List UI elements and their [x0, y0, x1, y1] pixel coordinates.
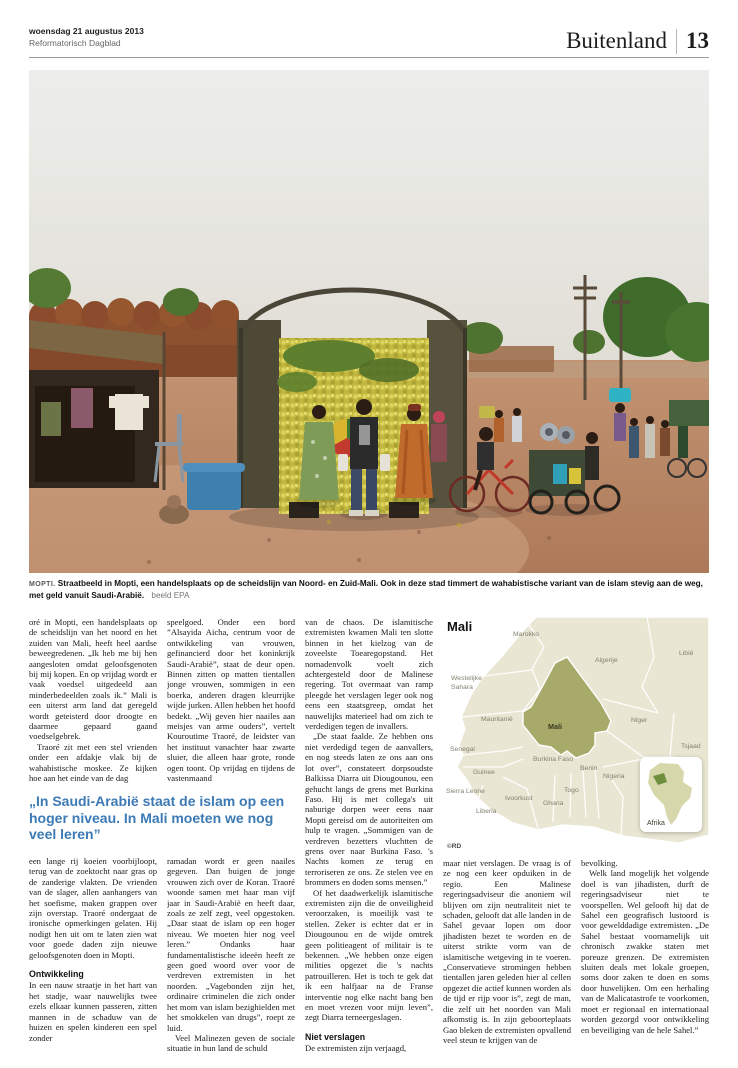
article-paragraph: een lange rij koeien voorbijloopt, terug van de zoektocht naar gras op de zanderige vlakten. De vrienden van de slager, allen aanhangers van het soefisme, maken grappen over zijn overstap. Traoré ondergaat de ironische opmerkingen gelaten. Hij nodigt hen uit om te laten zien wat voor goede daden zijn nieuwe geloofsgenoten doen in Mopti.	[29, 856, 157, 960]
article-paragraph: oré in Mopti, een handelsplaats op de scheidslijn van het noord en het zuiden van Mali, heeft heel aardse beweegredenen. „Ik heb me bij hen aangesloten omdat geloofsgenoten bij mij kopen. En op vrijdag wordt er vaak voedsel uitgedeeld aan minderbedeelden zoals ik.” Mali is een uiterst arm land dat geregeld wordt geteisterd door droogte en daarmee gepaard gaand voedselgebrek.	[29, 617, 157, 742]
article-paragraph: speelgoed. Onder een bord ”Alsayida Aicha, centrum voor de ontwikkeling van vrouwen, gefinancierd door het koninkrijk Saudi-Arabië”, staat de deur open. Binnen zitten op matten tientallen jonge vrouwen, sommigen in een boerka, anderen dragen kleurrijke wijde jurken. Allen hebben het hoofd bedekt. „Wij geven hier naailes aan meisjes van arme ouders”, vertelt Kouroutime Traoré, de leidster van het instituut vanachter haar zwarte sluier, die alleen haar grote, ronde ogen toont. Op vrijdag en tijdens de vastenmaand	[167, 617, 295, 784]
article-paragraph: In een nauw straatje in het hart van het stadje, waar nauwelijks twee ezels elkaar kunnen passeren, zitten mannen in de schaduw van de huizen en spelen kinderen een spel zonder	[29, 980, 157, 1043]
article-subhead: Ontwikkeling	[29, 969, 84, 980]
article-paragraph: van de chaos. De islamitische extremisten kwamen Mali ten slotte binnen in het kielzog van de zoveelste Toearegopstand. Het nomadenvolk voelt zich achtergesteld door de Malinese regering. Tot overmaat van ramp pleegde het verslagen leger ook nog eens een staatsgreep, omdat het nauwelijks materieel had om zich te verdedigen tegen de invallers.	[305, 617, 433, 732]
article-paragraph: Of het daadwerkelijk islamitische extremisten zijn die de onveiligheid veroorzaken, is moeilijk vast te stellen. Zeker is echter dat er in Diougounou en de wijde omtrek geen politieagent of militair is te bekennen. „We hebben onze eigen milities opgezet die 's nachts patrouilleren. Het is toch te gek dat ik een halfjaar na de Franse interventie nog elke nacht bang ben en moet vrezen voor mijn leven”, zegt Diarra terneergeslagen.	[305, 887, 433, 1023]
header-rule	[29, 57, 709, 58]
map-label-niger: Niger	[631, 717, 648, 724]
article-paragraph: Veel Malinezen geven de sociale situatie in hun land de schuld	[167, 1032, 295, 1054]
article-column-5	[581, 858, 709, 1068]
mali-map	[443, 617, 709, 855]
article-paragraph: Traoré zit met een stel vrienden onder een afdakje vlak bij de wahabistische moskee. Ze kijken hoe aan het einde van de dag	[29, 741, 157, 784]
caption-text: Straatbeeld in Mopti, een handelsplaats op de scheidslijn van Noord- en Zuid-Mali. Ook in deze stad timmert de wahabistische variant van de islam stevig aan de weg, met geld vanuit Saudi-Arabië.	[29, 579, 703, 600]
article-column-1-bottom	[29, 856, 157, 1068]
map-title: Mali	[447, 619, 473, 634]
street-photo-art	[29, 70, 709, 573]
africa-shape	[648, 763, 692, 825]
article-column-4	[443, 858, 571, 1068]
map-label-nigeria: Nigeria	[603, 773, 625, 780]
page-number: 13	[686, 28, 709, 53]
map-label-liberia: Liberia	[476, 808, 497, 815]
article-paragraph: „De staat faalde. Ze hebben ons niet verdedigd tegen de aanvallers, en nog steeds laten ze ons aan ons lot over”, constateert dorpsoudste Balkissa Diarra uit Diougounou, een gehucht langs de grens met Burkina Faso. Hij is met collega's uit naburige dorpen weer eens naar Mopti gereisd om de autoriteiten om hulp te vragen. „Sommigen van de verdreven bezetters vluchtten de grens over naar Burkina Faso. 's Nachts komen ze terug en terroriseren ze ons. Ze stelen vee en brommers en doden soms mensen.”	[305, 731, 433, 888]
map-label-togo: Togo	[564, 787, 579, 794]
photo-credit: beeld EPA	[151, 591, 190, 600]
section-title: Buitenland	[566, 28, 667, 53]
article-column-1-top	[29, 617, 157, 795]
africa-inset	[640, 757, 702, 832]
paper-name: Reformatorisch Dagblad	[29, 38, 121, 48]
inset-label: Afrika	[647, 820, 665, 827]
map-label-burkina-faso: Burkina Faso	[533, 756, 574, 763]
photo-caption	[29, 578, 709, 601]
map-label-senegal: Senegal	[450, 746, 475, 753]
map-label-libi-: Libië	[679, 650, 694, 657]
pull-quote: „In Saudi-Arabië staat de islam op een hoger niveau. In Mali moeten we nog veel leren”	[29, 793, 285, 842]
street-photo	[29, 70, 709, 573]
map-label-mali: Mali	[548, 722, 562, 731]
map-label-mauritani-: Mauritanië	[481, 716, 513, 723]
article-paragraph: maar niet verslagen. De vraag is of ze nog een keer opduiken in de regio. Een Malinese regeringsadviseur die anoniem wil blijven om zijn neutraliteit niet te schaden, gelooft dat alle landen in de Sahel gevaar lopen om door jihadisten bezet te worden en de uiterst strikte vorm van de islamitische wetgeving in te voeren. „Conservatieve stromingen hebben tientallen jaren geleden hier al cellen opgezet die actief kunnen worden als de tijd er rijp voor is”, zegt de man, die zelf uit het noorden van Mali afkomstig is. In zijn geboorteplaats Gao bleken de extremisten opvallend veel steun te krijgen van de	[443, 858, 571, 1045]
map-credit: ©RD	[447, 843, 462, 850]
issue-date: woensdag 21 augustus 2013	[29, 26, 144, 36]
article-paragraph: Welk land mogelijk het volgende doel is van jihadisten, durft de regeringsadviseur niet te voorspellen. Wel gelooft hij dat de Sahel een geografisch lustoord is voor gewelddadige extremisten. „De Sahel bestaat voornamelijk uit chronisch zwakke staten met poreuze grenzen. De extremisten sluiten deals met lokale groepen, soms door zaken te doen en soms door huwelijken. Om een herhaling van de Malicatastrofe te voorkomen, moet er regionaal en internationaal worden gezorgd voor ontwikkeling en beveiliging van de hele Sahel.”	[581, 868, 709, 1035]
article-paragraph: De extremisten zijn verjaagd,	[305, 1043, 407, 1054]
header-divider	[676, 29, 677, 54]
article-column-3	[305, 617, 433, 1068]
map-label-guinee: Guinee	[473, 769, 495, 776]
section-header	[566, 28, 709, 54]
map-label-ivoorkust: Ivoorkust	[505, 795, 533, 802]
article-column-2-bottom	[167, 856, 295, 1068]
article-subhead: Niet verslagen	[305, 1031, 366, 1042]
map-label-sierra-leone: Sierra Leone	[446, 788, 485, 795]
article-column-2-top	[167, 617, 295, 795]
map-label-westelijke: Westelijke	[451, 675, 482, 682]
map-label-algerije: Algerije	[595, 657, 618, 664]
caption-dateline: MOPTI.	[29, 581, 56, 588]
article-paragraph: ramadan wordt er geen naailes gegeven. Dan buigen de jonge vrouwen zich over de Koran. Traoré woonde samen met haar man vijf jaar in Saudi-Arabië en heeft daar, zoals ze zelf zegt, veel opgestoken. „Daar staat de islam op een hoger niveau. We moeten hier nog veel leren.” Ondanks haar fundamentalistische ideeën heeft ze geen goed woord over voor de verdreven extremisten in het noorden. „Vagebonden zijn het, ordinaire criminelen die zich onder het mom van islam bezighielden met het smokkelen van drugs”, roept ze luid.	[167, 856, 295, 1033]
map-label-tsjaad: Tsjaad	[681, 743, 701, 750]
map-label-ghana: Ghana	[543, 800, 564, 807]
article-paragraph: bevolking.	[581, 858, 618, 868]
map-label-marokko: Marokko	[513, 631, 540, 638]
map-label-benin: Benin	[580, 765, 598, 772]
map-label-sahara: Sahara	[451, 684, 473, 691]
